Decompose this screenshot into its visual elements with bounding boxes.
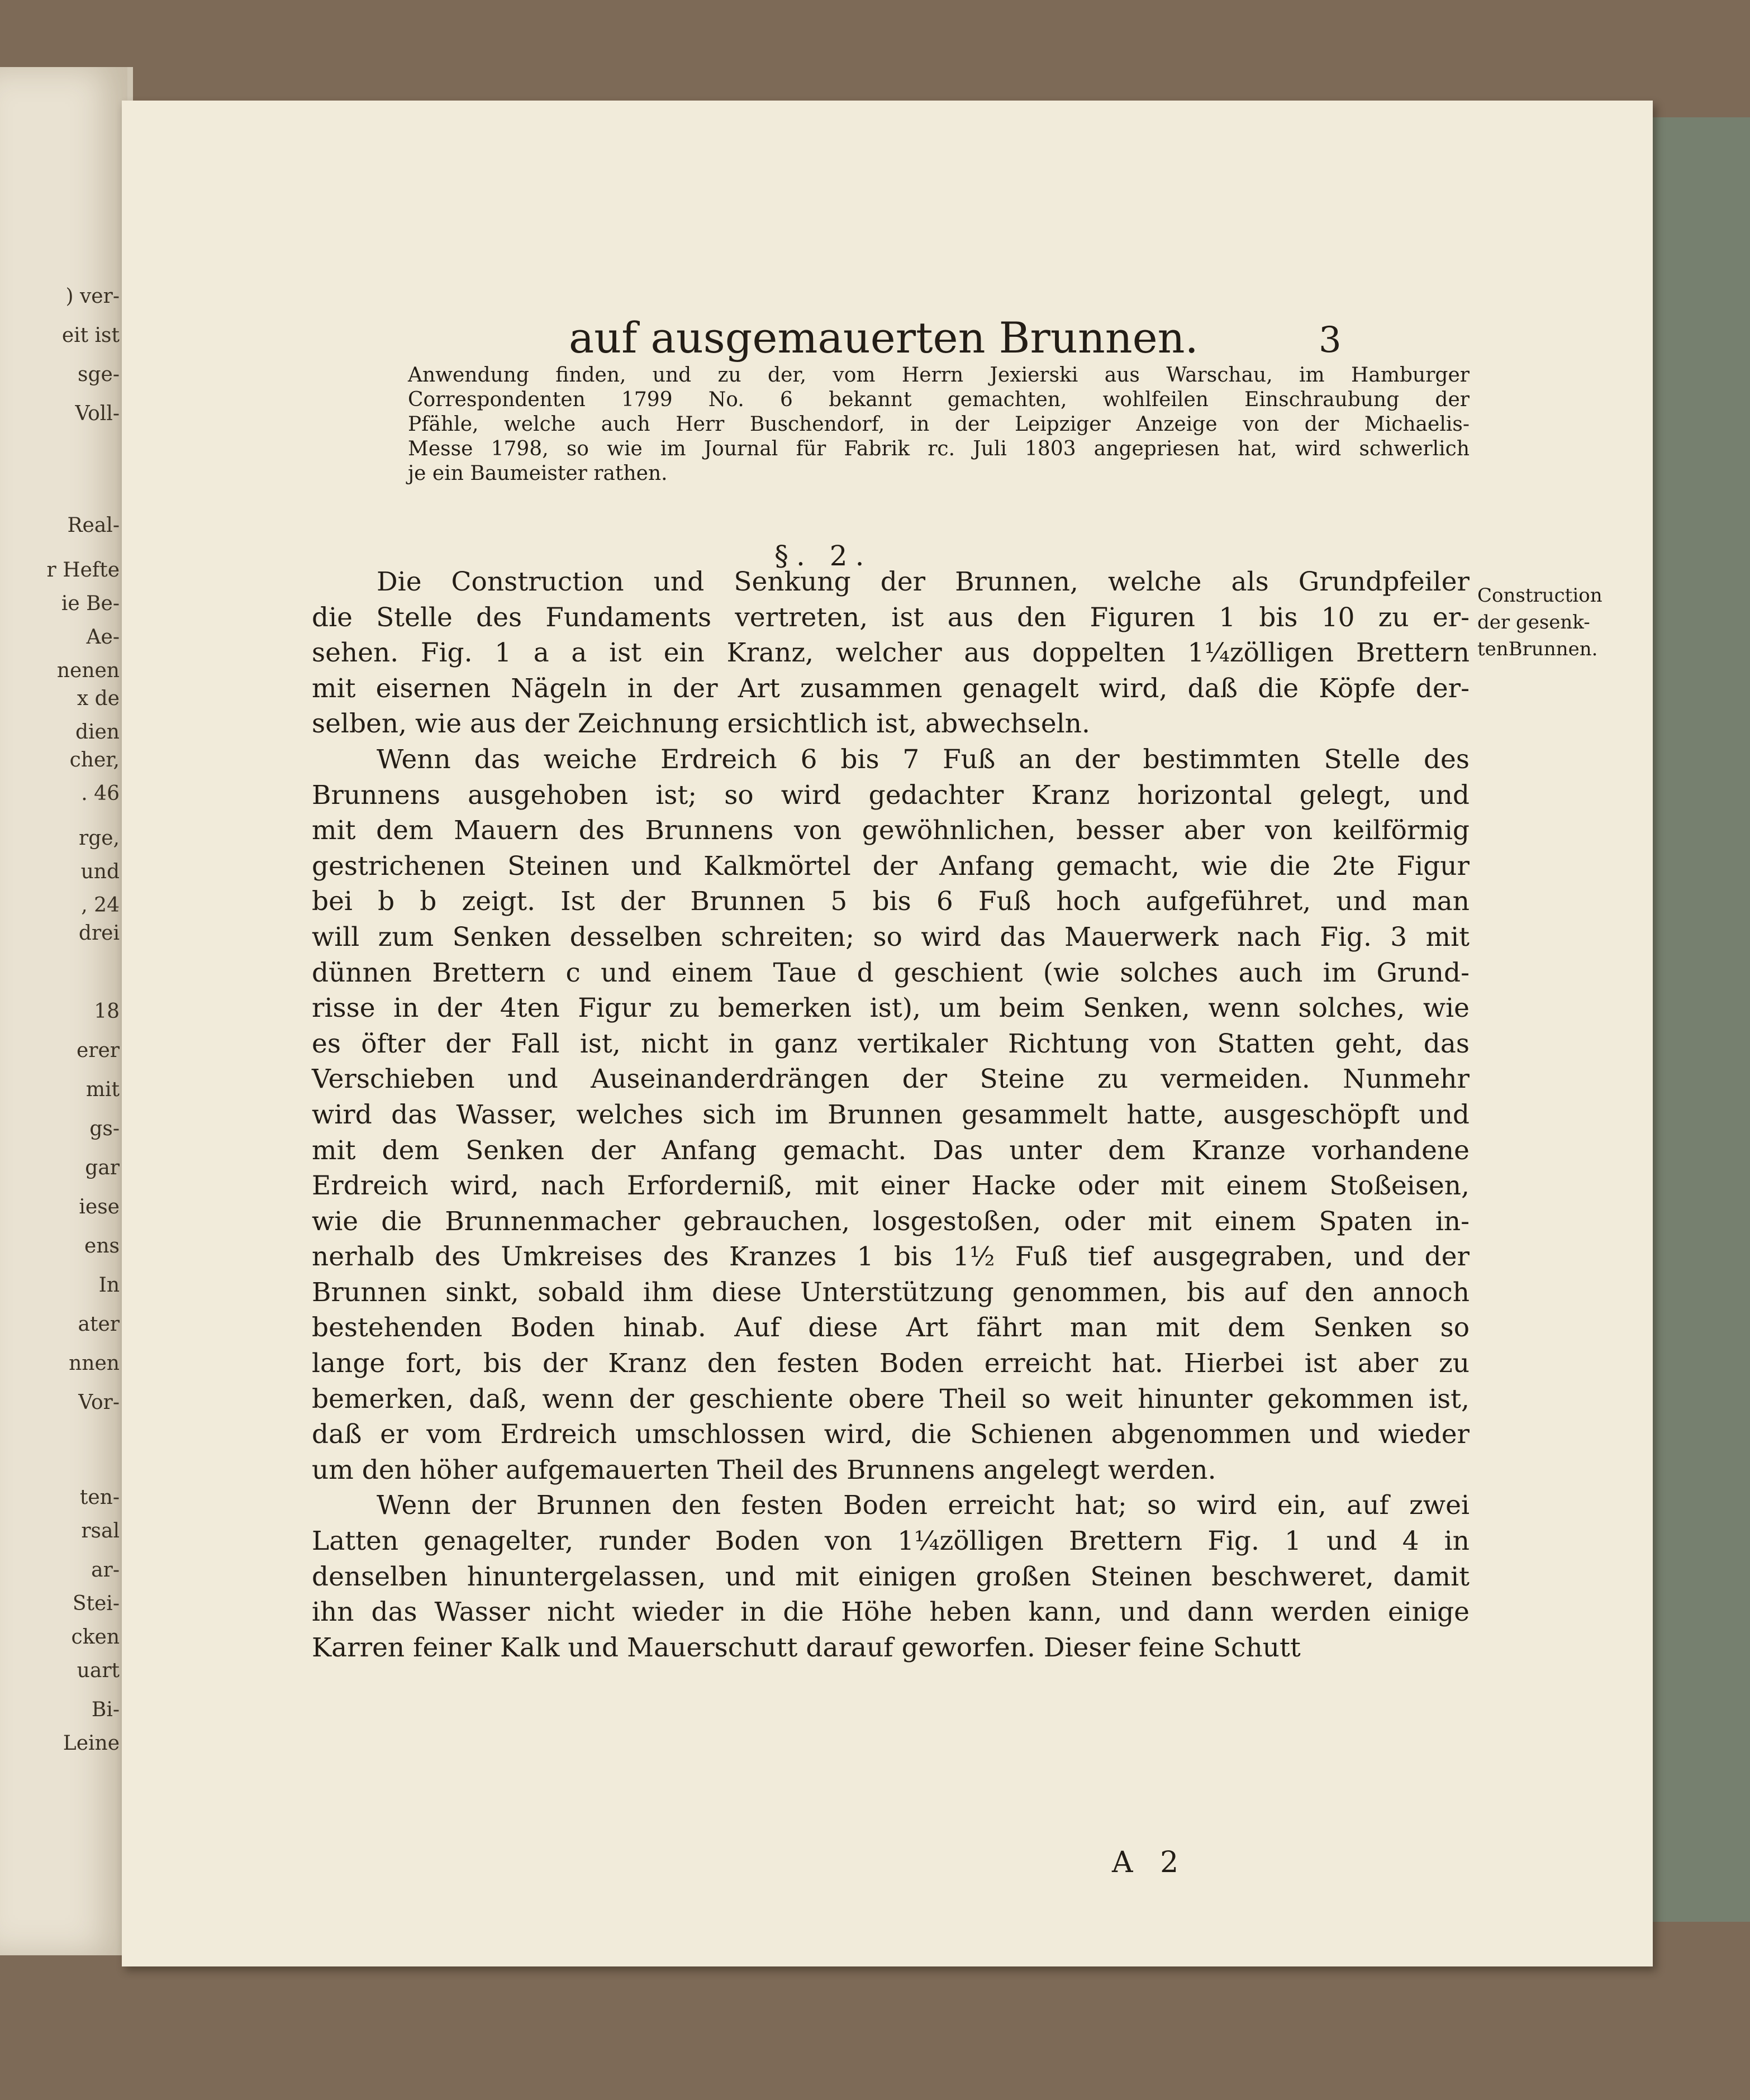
left-page-fragment: ens [84, 1235, 120, 1258]
body-line: mit eisernen Nägeln in der Art zusammen genagelt wird, daß die Köpfe der- [312, 673, 1470, 704]
body-line: Verschieben und Auseinanderdrängen der Steine zu vermeiden. Nunmehr [312, 1064, 1470, 1095]
page-number: 3 [1319, 320, 1342, 361]
left-page-fragment: rge, [78, 827, 120, 850]
footnote-block [408, 363, 1470, 486]
body-line: mit dem Mauern des Brunnens von gewöhnlichen, besser aber von keilförmig [312, 815, 1470, 846]
body-line: will zum Senken desselben schreiten; so wird das Mauerwerk nach Fig. 3 mit [312, 921, 1470, 953]
body-line: mit dem Senken der Anfang gemacht. Das unter dem Kranze vorhandene [312, 1135, 1470, 1166]
margin-note [1477, 582, 1617, 663]
left-page-fragment: dien [75, 721, 120, 744]
footnote-line: Messe 1798, so wie im Journal für Fabrik rc. Juli 1803 angepriesen hat, wird schwerlich [408, 437, 1470, 460]
left-page-fragment: rsal [81, 1520, 120, 1542]
body-line: um den höher aufgemauerten Theil des Brunnens angelegt werden. [312, 1454, 1216, 1485]
margin-note-line: der gesenk- [1477, 611, 1590, 634]
left-page-fragment: Leine [63, 1732, 120, 1755]
left-page-fragment: Vor- [78, 1391, 120, 1414]
body-line: bemerken, daß, wenn der geschiente obere Theil so weit hinunter gekommen ist, [312, 1383, 1470, 1415]
left-page-fragment: Stei- [72, 1592, 120, 1615]
left-page-fragment: ) ver- [65, 285, 120, 308]
margin-note-line: tenBrunnen. [1477, 638, 1598, 660]
left-page-fragment: uart [77, 1659, 120, 1682]
body-line: nerhalb des Umkreises des Kranzes 1 bis 1½ Fuß tief ausgegraben, und der [312, 1241, 1470, 1273]
left-page-fragment: Bi- [91, 1698, 120, 1721]
body-line: dünnen Brettern c und einem Taue d geschient (wie solches auch im Grund- [312, 957, 1470, 988]
left-page-fragment: mit [85, 1078, 120, 1101]
body-line: Wenn der Brunnen den festen Boden erreicht hat; so wird ein, auf zwei [377, 1490, 1470, 1521]
body-line: wie die Brunnenmacher gebrauchen, losgestoßen, oder mit einem Spaten in- [312, 1206, 1470, 1237]
previous-page-edge [0, 67, 133, 1955]
body-line: selben, wie aus der Zeichnung ersichtlich ist, abwechseln. [312, 708, 1090, 740]
footnote-line: Pfähle, welche auch Herr Buschendorf, in der Leipziger Anzeige von der Michaelis- [408, 413, 1470, 436]
footnote-line: je ein Baumeister rathen. [408, 462, 668, 485]
left-page-fragment: ie Be- [61, 592, 120, 615]
left-page-fragment: drei [78, 922, 120, 945]
left-page-fragment: sge- [78, 363, 120, 386]
body-line: ihn das Wasser nicht wieder in die Höhe heben kann, und dann werden einige [312, 1597, 1470, 1628]
left-page-fragment: erer [76, 1039, 120, 1062]
left-page-fragment: und [80, 860, 120, 883]
section-heading: §. 2. [774, 540, 872, 572]
body-line: Erdreich wird, nach Erforderniß, mit einer Hacke oder mit einem Stoßeisen, [312, 1170, 1470, 1202]
body-line: sehen. Fig. 1 a a ist ein Kranz, welcher aus doppelten 1¼zölligen Brettern [312, 637, 1470, 669]
body-line: lange fort, bis der Kranz den festen Boden erreicht hat. Hierbei ist aber zu [312, 1348, 1470, 1379]
signature-mark: A 2 [1112, 1846, 1188, 1879]
body-line: daß er vom Erdreich umschlossen wird, die Schienen abgenommen und wieder [312, 1419, 1470, 1450]
left-page-fragment: cken [71, 1626, 120, 1649]
body-line: bei b b zeigt. Ist der Brunnen 5 bis 6 Fuß hoch aufgeführet, und man [312, 886, 1470, 917]
left-page-fragment: ater [78, 1313, 120, 1336]
left-page-fragment: In [98, 1274, 120, 1297]
left-page-fragment: gs- [89, 1117, 120, 1140]
body-line: bestehenden Boden hinab. Auf diese Art fährt man mit dem Senken so [312, 1312, 1470, 1344]
margin-note-line: Construction [1477, 584, 1602, 607]
body-line: risse in der 4ten Figur zu bemerken ist), um beim Senken, wenn solches, wie [312, 993, 1470, 1024]
body-line: Brunnen sinkt, sobald ihm diese Unterstützung genommen, bis auf den annoch [312, 1277, 1470, 1308]
footnote-line: Correspondenten 1799 No. 6 bekannt gemachten, wohlfeilen Einschraubung der [408, 388, 1470, 411]
left-page-fragment: r Hefte [46, 559, 120, 582]
left-page-fragment: cher, [69, 749, 120, 772]
left-page-fragment: nenen [56, 659, 120, 682]
left-page-fragment: 18 [94, 1000, 120, 1023]
body-line: gestrichenen Steinen und Kalkmörtel der Anfang gemacht, wie die 2te Figur [312, 850, 1470, 882]
left-page-fragment: nnen [69, 1352, 120, 1375]
body-line: Die Construction und Senkung der Brunnen, welche als Grundpfeiler [377, 566, 1470, 597]
left-page-fragment: iese [79, 1196, 120, 1218]
left-page-fragment: eit ist [61, 324, 120, 347]
left-page-fragment: . 46 [81, 782, 120, 805]
body-line: denselben hinuntergelassen, und mit einigen großen Steinen beschweret, damit [312, 1561, 1470, 1592]
running-head: auf ausgemauerten Brunnen. [569, 313, 1199, 363]
left-page-fragment: ten- [79, 1486, 120, 1509]
left-page-fragment: Ae- [86, 626, 120, 649]
body-text [312, 564, 1470, 1665]
left-page-fragment: gar [85, 1156, 120, 1179]
body-line: Karren feiner Kalk und Mauerschutt darauf geworfen. Dieser feine Schutt [312, 1632, 1301, 1663]
body-line: Brunnens ausgehoben ist; so wird gedachter Kranz horizontal gelegt, und [312, 779, 1470, 811]
body-line: die Stelle des Fundaments vertreten, ist aus den Figuren 1 bis 10 zu er- [312, 602, 1470, 633]
body-line: Latten genagelter, runder Boden von 1¼zölligen Brettern Fig. 1 und 4 in [312, 1526, 1470, 1557]
left-page-fragment: Voll- [75, 402, 120, 425]
body-line: wird das Wasser, welches sich im Brunnen gesammelt hatte, ausgeschöpft und [312, 1099, 1470, 1130]
body-line: Wenn das weiche Erdreich 6 bis 7 Fuß an der bestimmten Stelle des [377, 744, 1470, 775]
book-page [122, 101, 1653, 1966]
left-page-fragment: x de [77, 687, 120, 710]
body-line: es öfter der Fall ist, nicht in ganz vertikaler Richtung von Statten geht, das [312, 1028, 1470, 1059]
left-page-fragment: , 24 [81, 894, 120, 917]
left-page-fragment: Real- [67, 514, 120, 537]
footnote-line: Anwendung finden, und zu der, vom Herrn Jexierski aus Warschau, im Hamburger [408, 364, 1470, 387]
left-page-fragment: ar- [91, 1559, 120, 1582]
